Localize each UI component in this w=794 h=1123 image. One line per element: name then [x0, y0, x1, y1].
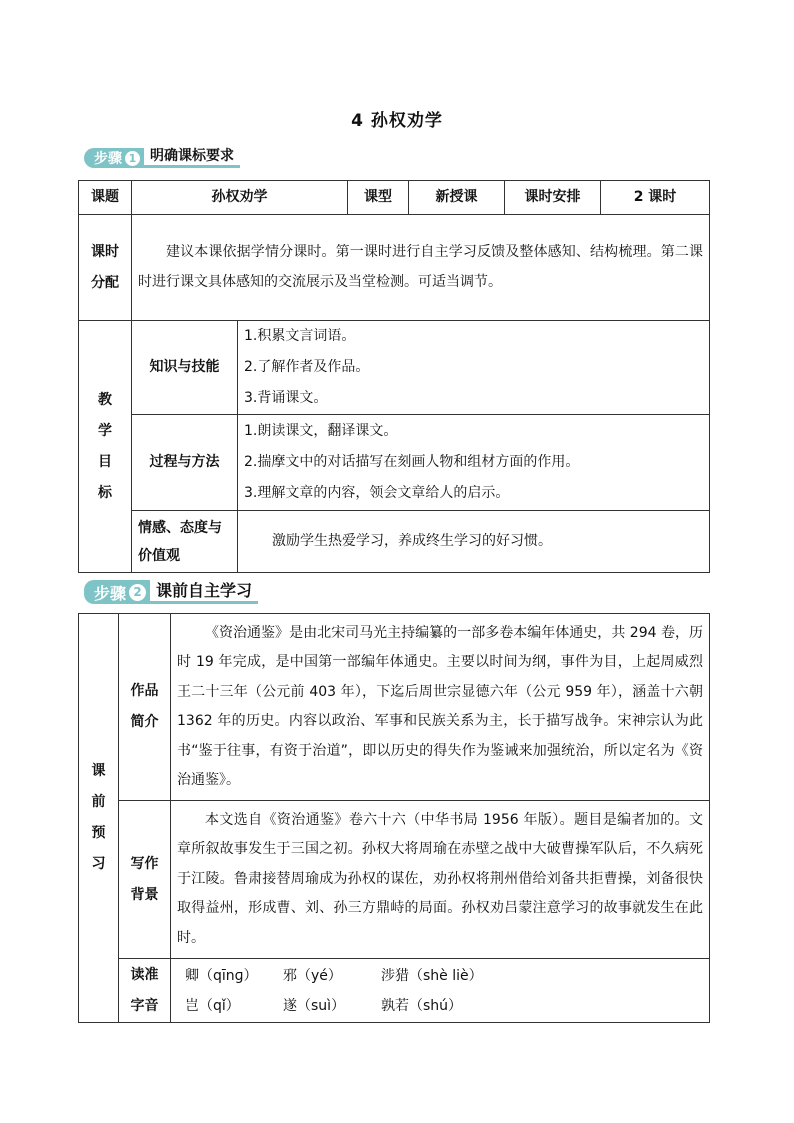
table-row [79, 415, 710, 511]
cell-type-header: 课型 [348, 181, 409, 215]
list-item: 2.了解作者及作品。 [244, 359, 370, 375]
list-item: 卿（qīnɡ） [185, 967, 258, 984]
table-row [79, 801, 710, 959]
cell-pronunciation-label: 读准 字音 [119, 959, 171, 1023]
cell-goals-header: 教 学 目 标 [79, 321, 132, 573]
cell-emotion-label: 情感、态度与 价值观 [132, 511, 238, 573]
cell-schedule: 2 课时 [601, 181, 710, 215]
list-item: 孰若（shú） [381, 997, 463, 1014]
table-row [79, 215, 710, 321]
cell-type: 新授课 [409, 181, 505, 215]
cell-background-label: 写作 背景 [119, 801, 171, 959]
cell-topic: 孙权劝学 [132, 181, 348, 215]
cell-allocation-text: 建议本课依据学情分课时。第一课时进行自主学习反馈及整体感知、结构梳理。第二课时进行课文具体感知的交流展示及当堂检测。可适当调节。 [132, 215, 710, 321]
cell-topic-header: 课题 [79, 181, 132, 215]
list-item: 2.揣摩文中的对话描写在刻画人物和组材方面的作用。 [244, 454, 580, 470]
cell-background-text: 本文选自《资治通鉴》卷六十六（中华书局 1956 年版）。题目是编者加的。文章所叙故事发生于三国之初。孙权大将周瑜在赤壁之战中大破曹操军队后，不久病死于江陵。鲁肃接替周瑜成为孙权的谋佐，劝孙权将荆州借给刘备共拒曹操，刘备很快取得益州，形成曹、刘、孙三方鼎峙的局面。孙权劝吕蒙注意学习的故事就发生在此时。 [171, 801, 710, 959]
list-item: 涉猎（shè liè） [381, 967, 483, 984]
step-label: 明确课标要求 [144, 145, 240, 168]
step-1-heading [84, 148, 240, 168]
list-item: 邪（yé） [283, 967, 342, 984]
list-item: 3.背诵课文。 [244, 390, 328, 406]
cell-work-text: 《资治通鉴》是由北宋司马光主持编纂的一部多卷本编年体通史，共 294 卷，历时 19 年完成，是中国第一部编年体通史。主要以时间为纲，事件为目，上起周威烈王二十三年（公元前 403 年），下迄后周世宗显德六年（公元 959 年），涵盖十六朝 1362 年的历史。内容以政治、军事和民族关系为主，长于描写战争。宋神宗认为此书“鉴于往事，有资于治道”，即以历史的得失作为鉴诫来加强统治，所以定名为《资治通鉴》。 [171, 614, 710, 801]
list-item: 岂（qǐ） [185, 997, 240, 1014]
cell-emotion-text: 激励学生热爱学习，养成终生学习的好习惯。 [238, 511, 710, 573]
preview-table [78, 613, 710, 1023]
cell-knowledge-label: 知识与技能 [132, 321, 238, 415]
cell-process-items [238, 415, 710, 511]
list-item: 1.朗读课文，翻译课文。 [244, 423, 398, 439]
table-row [79, 321, 710, 415]
step-number-icon: 1 [125, 151, 140, 166]
table-row [79, 181, 710, 215]
step-tag: 步骤 2 [84, 580, 150, 604]
cell-work-label: 作品 简介 [119, 614, 171, 801]
step-2-heading [84, 580, 258, 604]
step-tag: 步骤 1 [84, 148, 144, 168]
list-item: 1.积累文言词语。 [244, 328, 356, 344]
table-row [79, 511, 710, 573]
cell-schedule-header: 课时安排 [505, 181, 601, 215]
cell-preview-header: 课 前 预 习 [79, 614, 119, 1023]
cell-process-label: 过程与方法 [132, 415, 238, 511]
table-row [79, 614, 710, 801]
list-item: 3.理解文章的内容，领会文章给人的启示。 [244, 485, 510, 501]
step-label: 课前自主学习 [150, 577, 258, 604]
list-item: 遂（suì） [283, 997, 346, 1014]
table-row [79, 959, 710, 1023]
cell-knowledge-items [238, 321, 710, 415]
curriculum-table [78, 180, 710, 573]
cell-pronunciation-items [171, 959, 710, 1023]
page-title: 4 孙权劝学 [351, 111, 443, 131]
step-number-icon: 2 [129, 584, 146, 601]
cell-allocation-header: 课时 分配 [79, 215, 132, 321]
